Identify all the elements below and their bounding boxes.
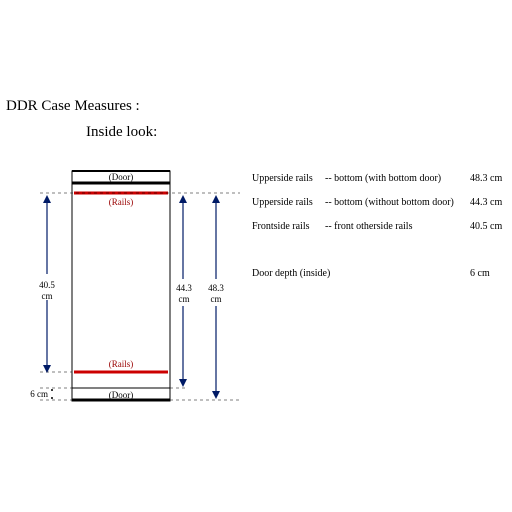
rails-bottom-label: (Rails): [108, 359, 134, 369]
door-top-label: (Door): [108, 172, 134, 182]
dim-left-value: 40.5: [39, 280, 55, 290]
spec-label: Upperside rails: [252, 173, 313, 184]
spec-label: Upperside rails: [252, 197, 313, 208]
spec-label: Door depth (inside): [252, 268, 331, 279]
dim-right-value: 48.3: [208, 283, 224, 293]
spec-desc: -- bottom (with bottom door): [325, 173, 442, 184]
spec-desc: -- bottom (without bottom door): [325, 197, 454, 208]
rails-top-label: (Rails): [108, 197, 134, 207]
dim-door-dot-bottom: [51, 397, 53, 399]
spec-label: Frontside rails: [252, 221, 310, 232]
spec-desc: -- front otherside rails: [325, 221, 413, 232]
spec-value: 48.3 cm: [470, 173, 503, 184]
page-subtitle: Inside look:: [86, 124, 158, 140]
spec-value: 44.3 cm: [470, 197, 503, 208]
spec-value: 6 cm: [470, 268, 490, 279]
dim-middle-value: 44.3: [176, 283, 192, 293]
dim-door-dot-top: [51, 389, 53, 391]
dim-middle-unit: cm: [178, 294, 190, 304]
dim-left-unit: cm: [41, 291, 53, 301]
door-bottom-label: (Door): [108, 390, 134, 400]
page-title: DDR Case Measures :: [6, 98, 140, 114]
dim-door-label: 6 cm: [30, 389, 48, 399]
spec-value: 40.5 cm: [470, 221, 503, 232]
dim-right-unit: cm: [210, 294, 222, 304]
